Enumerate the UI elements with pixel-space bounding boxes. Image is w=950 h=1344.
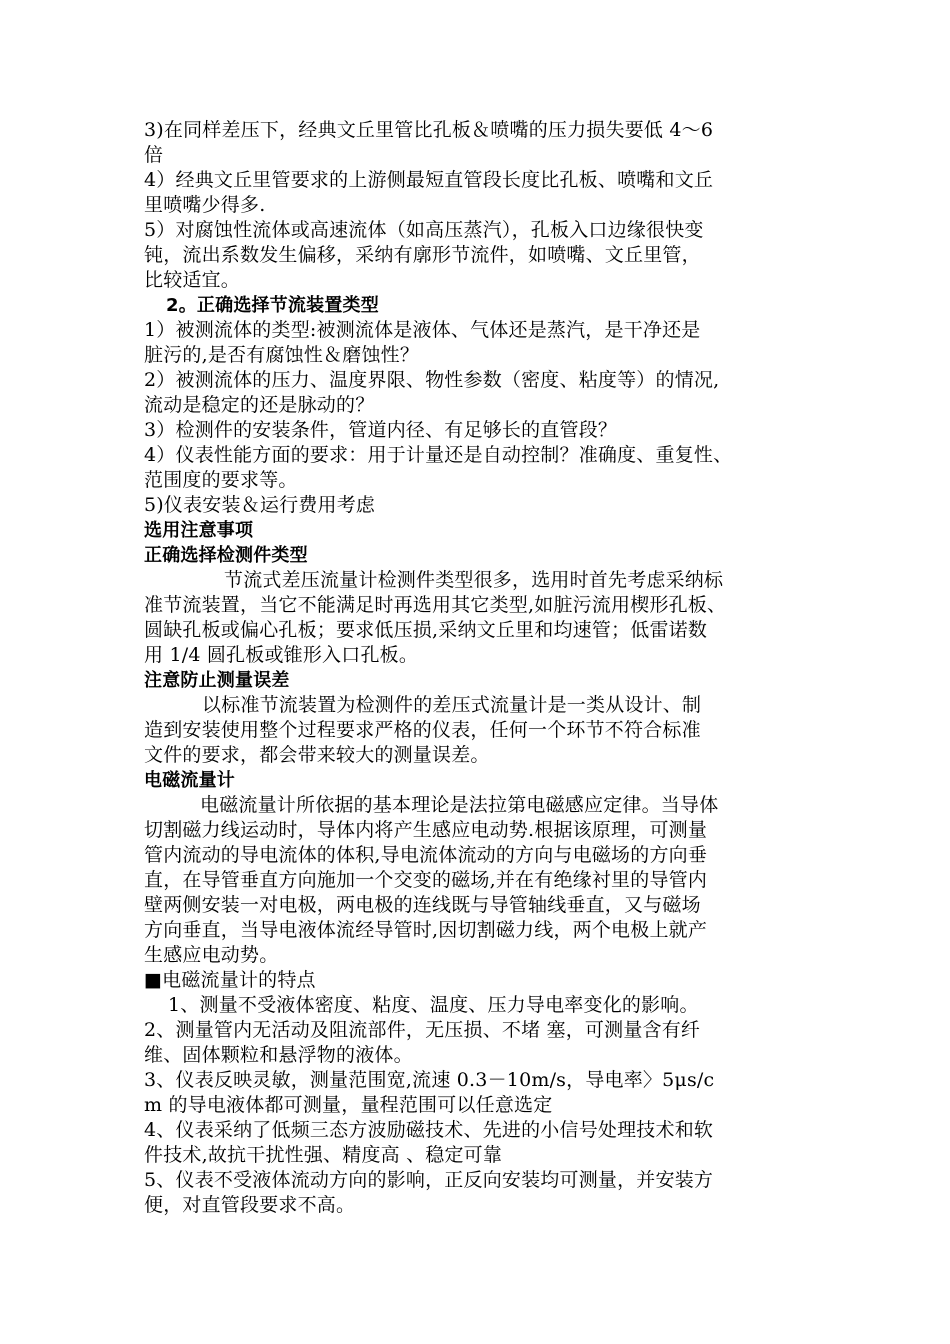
text-line: 用 1/4 圆孔板或锥形入口孔板。 (144, 644, 419, 666)
text-line: 切割磁力线运动时，导体内将产生感应电动势.根据该原理，可测量 (144, 819, 708, 841)
text-line: 造到安装使用整个过程要求严格的仪表，任何一个环节不符合标准 (144, 719, 701, 741)
text-line: 3)在同样差压下，经典文丘里管比孔板＆喷嘴的压力损失要低 4～6 (144, 119, 714, 141)
text-line: 3）检测件的安装条件，管道内径、有足够长的直管段？ (144, 419, 618, 441)
text-line: 脏污的,是否有腐蚀性＆磨蚀性？ (144, 344, 420, 366)
text-line: 以标准节流装置为检测件的差压式流量计是一类从设计、制 (202, 694, 702, 716)
text-line: 便，对直管段要求不高。 (144, 1194, 356, 1216)
section-heading: 电磁流量计 (144, 770, 235, 791)
text-line: 范围度的要求等。 (144, 469, 298, 491)
text-line: 3、仪表反映灵敏，测量范围宽,流速 0.3－10m/s，导电率〉5μs/c (144, 1069, 715, 1091)
text-line: 5)仪表安装＆运行费用考虑 (144, 494, 376, 516)
text-line: 方向垂直，当导电液体流经导管时,因切割磁力线，两个电极上就产 (144, 919, 708, 941)
text-line: 1、测量不受液体密度、粘度、温度、压力导电率变化的影响。 (168, 994, 699, 1016)
text-line: 准节流装置，当它不能满足时再选用其它类型,如脏污流用楔形孔板、 (144, 594, 727, 616)
text-line: m 的导电液体都可测量，量程范围可以任意选定 (144, 1094, 553, 1116)
section-heading: 正确选择检测件类型 (144, 545, 308, 566)
text-line: 钝，流出系数发生偏移，采纳有廓形节流件，如喷嘴、文丘里管， (144, 244, 701, 266)
text-line: 4）经典文丘里管要求的上游侧最短直管段长度比孔板、喷嘴和文丘 (144, 169, 714, 191)
text-line: 件技术,故抗干扰性强、精度高 、稳定可靠 (144, 1144, 503, 1166)
text-line: 圆缺孔板或偏心孔板；要求低压损,采纳文丘里和均速管；低雷诺数 (144, 619, 708, 641)
text-line: 4）仪表性能方面的要求：用于计量还是自动控制？准确度、重复性、 (144, 444, 733, 466)
section-heading: 注意防止测量误差 (144, 670, 290, 691)
text-line: 节流式差压流量计检测件类型很多，选用时首先考虑采纳标 (224, 569, 724, 591)
text-line: 文件的要求，都会带来较大的测量误差。 (144, 744, 490, 766)
section-heading: 选用注意事项 (144, 520, 254, 541)
text-line: 比较适宜。 (144, 269, 241, 291)
text-line: 生感应电动势。 (144, 944, 279, 966)
text-line: 5）对腐蚀性流体或高速流体（如高压蒸汽），孔板入口边缘很快变 (144, 219, 704, 241)
text-line: 维、固体颗粒和悬浮物的液体。 (144, 1044, 413, 1066)
document-page (144, 118, 812, 1218)
text-line: 2）被测流体的压力、温度界限、物性参数（密度、粘度等）的情况, (144, 369, 720, 391)
text-line: 壁两侧安装一对电极，两电极的连线既与导管轴线垂直，又与磁场 (144, 894, 701, 916)
text-line: 直，在导管垂直方向施加一个交变的磁场,并在有绝缘衬里的导管内 (144, 869, 708, 891)
text-line: 流动是稳定的还是脉动的？ (144, 394, 375, 416)
text-line: 1）被测流体的类型:被测流体是液体、气体还是蒸汽，是干净还是 (144, 319, 701, 341)
section-heading: 2。正确选择节流装置类型 (166, 295, 379, 316)
text-line: 4、仪表采纳了低频三态方波励磁技术、先进的小信号处理技术和软 (144, 1119, 714, 1141)
text-line: 管内流动的导电流体的体积,导电流体流动的方向与电磁场的方向垂 (144, 844, 708, 866)
text-line: 倍 (144, 144, 164, 166)
text-line: ■电磁流量计的特点 (144, 969, 316, 991)
text-line: 2、测量管内无活动及阻流部件，无压损、不堵 塞，可测量含有纤 (144, 1019, 701, 1041)
text-line: 5、仪表不受液体流动方向的影响，正反向安装均可测量，并安装方 (144, 1169, 714, 1191)
text-line: 电磁流量计所依据的基本理论是法拉第电磁感应定律。当导体 (200, 794, 719, 816)
text-line: 里喷嘴少得多. (144, 194, 266, 216)
